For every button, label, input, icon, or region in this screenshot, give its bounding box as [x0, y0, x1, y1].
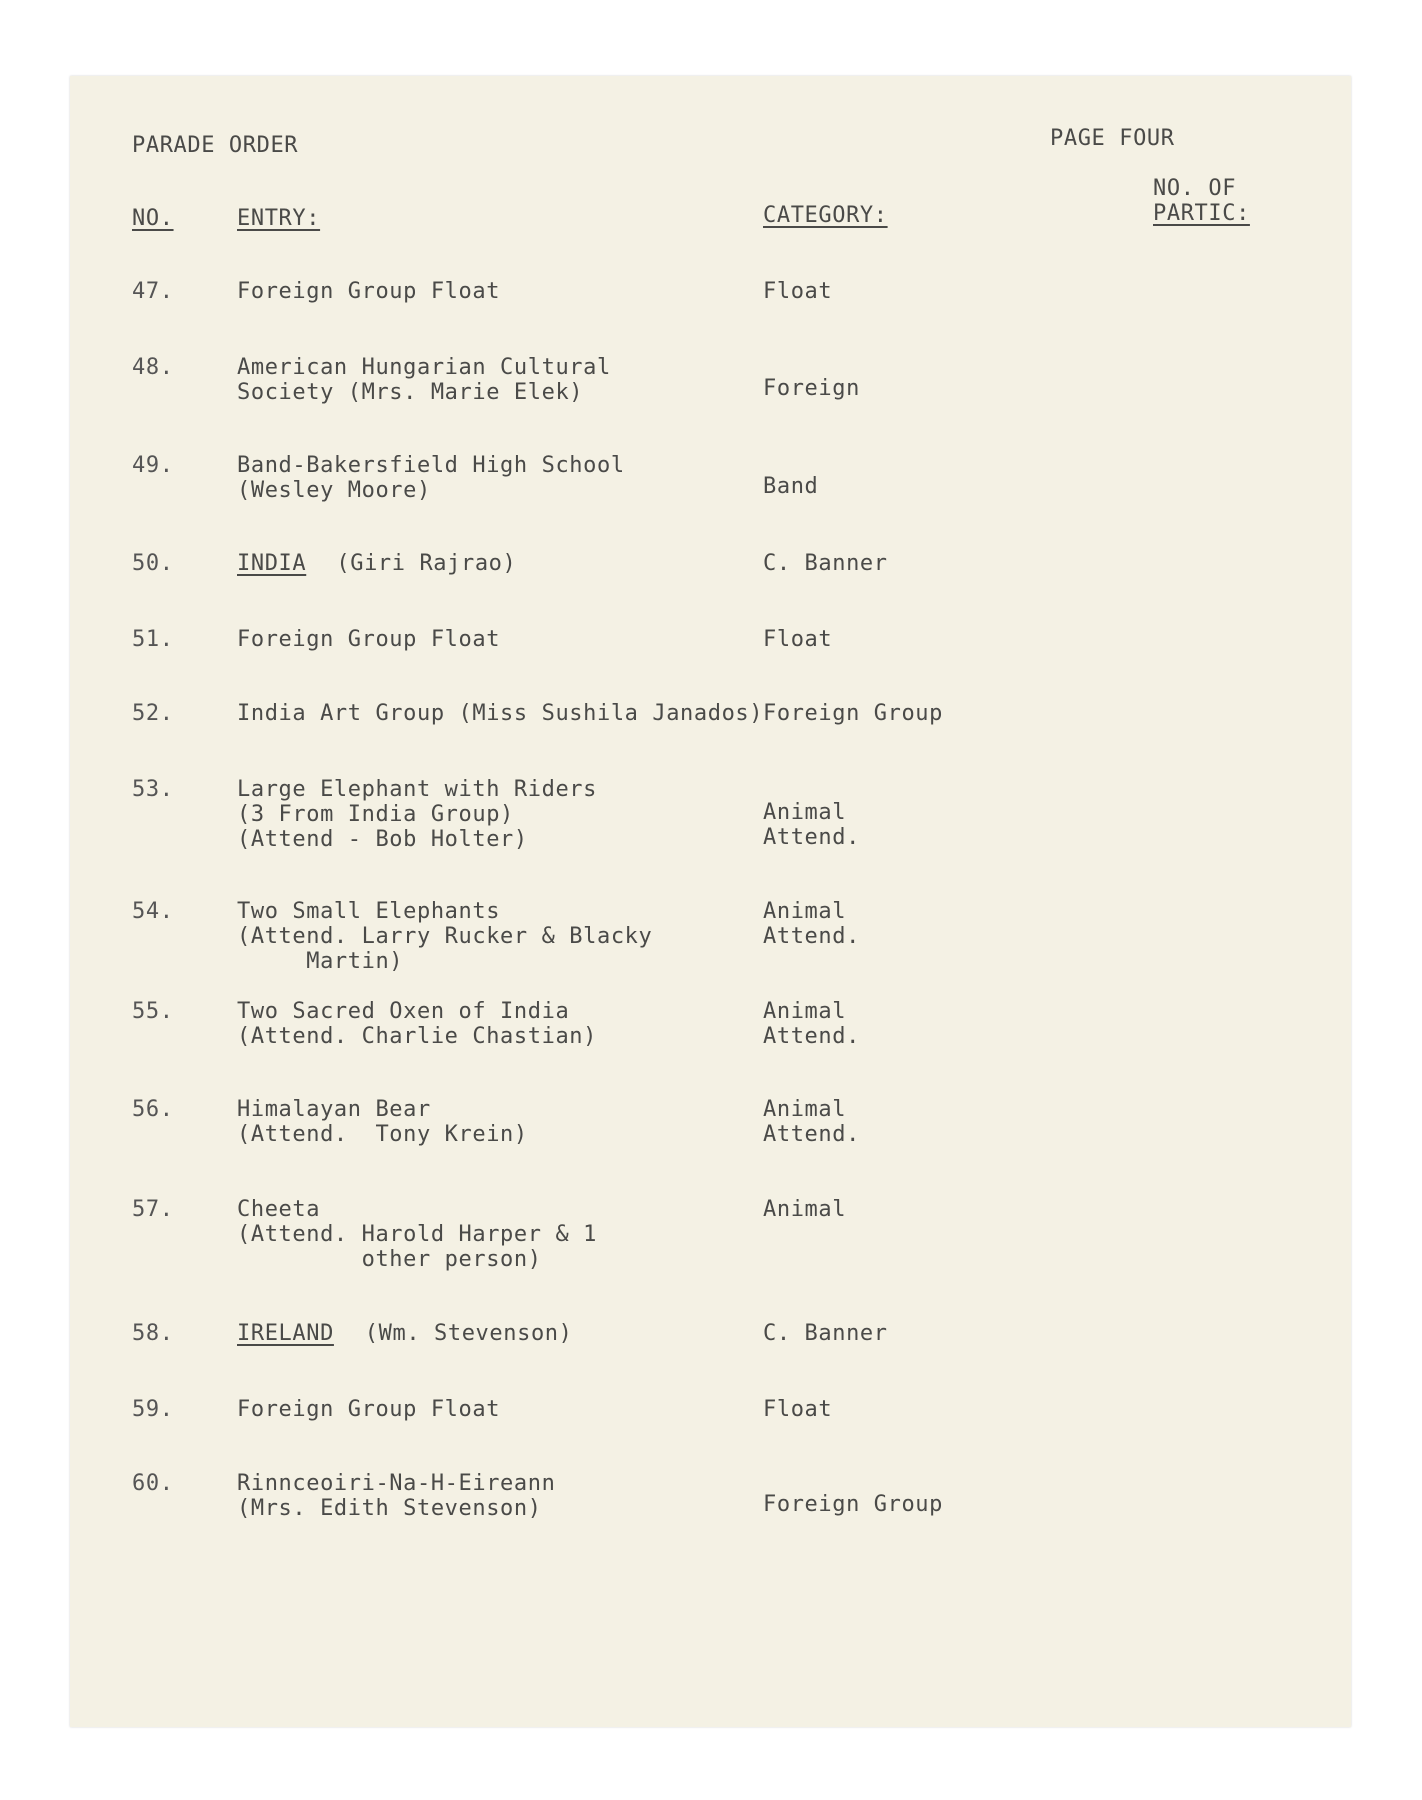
entry-line: (Attend. Tony Krein)	[237, 1122, 528, 1147]
row-number: 47.	[132, 279, 174, 304]
column-header-category: CATEGORY:	[763, 203, 888, 228]
document-body	[70, 76, 1351, 1727]
entry-line: (Wesley Moore)	[237, 478, 431, 503]
entry-line: India Art Group (Miss Sushila Janados)	[237, 701, 764, 726]
category-line: Animal	[763, 1197, 847, 1222]
entry-line: (Attend - Bob Holter)	[237, 827, 528, 852]
entry-line: Himalayan Bear	[237, 1097, 431, 1122]
row-number: 51.	[132, 627, 174, 652]
entry-line: other person)	[237, 1247, 542, 1272]
row-number: 48.	[132, 355, 174, 380]
entry-line: (Attend. Harold Harper & 1	[237, 1222, 597, 1247]
column-header-entry: ENTRY:	[237, 206, 321, 231]
entry-line: Foreign Group Float	[237, 279, 501, 304]
entry-line: Two Sacred Oxen of India	[237, 999, 570, 1024]
row-number: 52.	[132, 701, 174, 726]
category-line: C. Banner	[763, 551, 888, 576]
category-line: Attend.	[763, 1122, 860, 1147]
entry-line: Rinnceoiri-Na-H-Eireann	[237, 1471, 556, 1496]
column-header-partic-line1: NO. OF	[1153, 176, 1237, 201]
entry-line: Martin)	[237, 949, 404, 974]
entry-line: Large Elephant with Riders	[237, 777, 597, 802]
entry-detail: (Wm. Stevenson)	[364, 1321, 573, 1346]
entry-line: (Attend. Larry Rucker & Blacky	[237, 924, 653, 949]
category-line: Foreign Group	[763, 701, 943, 726]
entry-line: Foreign Group Float	[237, 1397, 501, 1422]
entry-country: IRELAND	[237, 1321, 334, 1346]
category-line: Animal	[763, 1097, 847, 1122]
entry-line: Society (Mrs. Marie Elek)	[237, 380, 584, 405]
entry-line: Band-Bakersfield High School	[237, 453, 625, 478]
row-number: 60.	[132, 1471, 174, 1496]
column-header-no: NO.	[132, 206, 174, 231]
category-line: Float	[763, 279, 833, 304]
row-number: 59.	[132, 1397, 174, 1422]
column-header-partic-line2: PARTIC:	[1153, 201, 1250, 226]
entry-line: Two Small Elephants	[237, 899, 501, 924]
page-label: PAGE FOUR	[1050, 126, 1175, 151]
entry-detail: (Giri Rajrao)	[336, 551, 517, 576]
category-line: Band	[763, 474, 819, 499]
category-line: Foreign Group	[763, 1492, 943, 1517]
category-line: Attend.	[763, 1024, 860, 1049]
entry-line: Cheeta	[237, 1197, 321, 1222]
document-title: PARADE ORDER	[132, 133, 299, 158]
row-number: 49.	[132, 453, 174, 478]
category-line: Float	[763, 627, 833, 652]
category-line: Foreign	[763, 376, 860, 401]
entry-line: (Attend. Charlie Chastian)	[237, 1024, 597, 1049]
row-number: 58.	[132, 1321, 174, 1346]
entry-line: American Hungarian Cultural	[237, 355, 611, 380]
document-page	[70, 76, 1351, 1727]
row-number: 56.	[132, 1097, 174, 1122]
row-number: 50.	[132, 551, 174, 576]
row-number: 55.	[132, 999, 174, 1024]
row-number: 54.	[132, 899, 174, 924]
row-number: 53.	[132, 777, 174, 802]
category-line: Attend.	[763, 924, 860, 949]
row-number: 57.	[132, 1197, 174, 1222]
category-line: Animal	[763, 800, 847, 825]
entry-line: Foreign Group Float	[237, 627, 501, 652]
entry-line: (3 From India Group)	[237, 802, 514, 827]
category-line: Attend.	[763, 825, 860, 850]
entry-line: (Mrs. Edith Stevenson)	[237, 1496, 542, 1521]
category-line: Animal	[763, 999, 847, 1024]
category-line: Float	[763, 1397, 833, 1422]
entry-country: INDIA	[237, 551, 307, 576]
category-line: C. Banner	[763, 1321, 888, 1346]
category-line: Animal	[763, 899, 847, 924]
